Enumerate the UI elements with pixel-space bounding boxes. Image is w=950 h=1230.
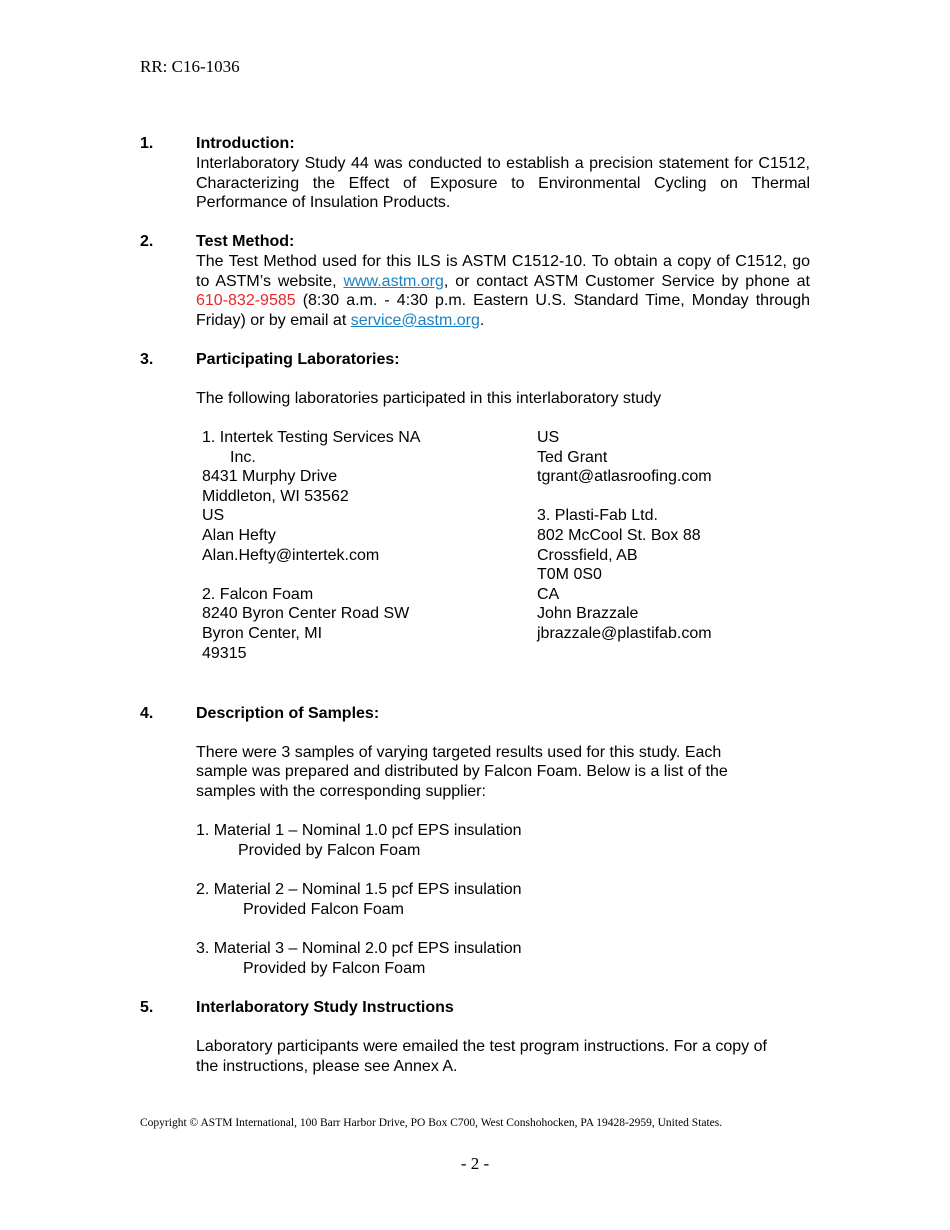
section-4-intro-line-2: sample was prepared and distributed by Falcon Foam. Below is a list of the [196, 763, 728, 780]
lab-2-country: US [537, 429, 560, 446]
section-4-intro-line-1: There were 3 samples of varying targeted results used for this study. Each [196, 744, 722, 761]
lab-3-name: 3. Plasti-Fab Ltd. [537, 507, 658, 524]
section-4-number: 4. [140, 705, 154, 722]
section-3-title: Participating Laboratories: [196, 351, 400, 368]
lab-2-postal: 49315 [202, 645, 247, 662]
lab-1-name-cont: Inc. [230, 449, 256, 466]
section-5-body-line-2: the instructions, please see Annex A. [196, 1058, 458, 1075]
section-1-body: Interlaboratory Study 44 was conducted to establish a precision statement for C1512, Characterizing the Effect of Exposure to Environmental Cycling on Thermal Performance of Insulation Products. [196, 155, 810, 212]
lab-2-contact: Ted Grant [537, 449, 608, 466]
lab-1-country: US [202, 507, 225, 524]
lab-3-contact: John Brazzale [537, 605, 639, 622]
section-3-intro: The following laboratories participated in this interlaboratory study [196, 390, 662, 407]
material-1-label: 1. Material 1 – Nominal 1.0 pcf EPS insulation [196, 822, 522, 839]
astm-website-link[interactable]: www.astm.org [343, 272, 444, 290]
lab-1-contact: Alan Hefty [202, 527, 276, 544]
material-3-provider: Provided by Falcon Foam [243, 960, 426, 977]
section-2-text-a: The Test Method used for this ILS is ASTM C1512-10. To obtain a copy of C1512, go to ASTM’s website, [196, 253, 810, 290]
lab-1-address: 8431 Murphy Drive [202, 468, 338, 485]
lab-3-email: jbrazzale@plastifab.com [537, 625, 712, 642]
copyright-notice: Copyright © ASTM International, 100 Barr Harbor Drive, PO Box C700, West Conshohocken, PA 19428-2959, United States. [140, 1117, 723, 1129]
material-3-label: 3. Material 3 – Nominal 2.0 pcf EPS insulation [196, 940, 522, 957]
section-2-text-c: (8:30 a.m. - 4:30 p.m. Eastern U.S. Standard Time, Monday through Friday) or by email at [196, 292, 810, 329]
lab-3-address: 802 McCool St. Box 88 [537, 527, 701, 544]
lab-3-country: CA [537, 586, 560, 603]
section-4-intro-line-3: samples with the corresponding supplier: [196, 783, 486, 800]
section-5-body-line-1: Laboratory participants were emailed the test program instructions. For a copy of [196, 1038, 767, 1055]
section-2-title: Test Method: [196, 233, 295, 250]
page-number: - 2 - [460, 1154, 490, 1173]
section-1-number: 1. [140, 135, 154, 152]
material-2-provider: Provided Falcon Foam [243, 901, 404, 918]
section-2-body [196, 252, 810, 330]
lab-1-city: Middleton, WI 53562 [202, 488, 349, 505]
phone-number: 610-832-9585 [196, 292, 296, 310]
lab-1-email: Alan.Hefty@intertek.com [202, 547, 380, 564]
lab-2-name: 2. Falcon Foam [202, 586, 314, 603]
service-email-link[interactable]: service@astm.org [350, 311, 480, 329]
lab-2-email: tgrant@atlasroofing.com [537, 468, 712, 485]
lab-2-city: Byron Center, MI [202, 625, 323, 642]
material-2-label: 2. Material 2 – Nominal 1.5 pcf EPS insulation [196, 881, 522, 898]
section-3-number: 3. [140, 351, 154, 368]
section-5-number: 5. [140, 999, 154, 1016]
section-4-title: Description of Samples: [196, 705, 380, 722]
section-2-text-b: , or contact ASTM Customer Service by phone at [443, 272, 810, 290]
lab-3-city: Crossfield, AB [537, 547, 638, 564]
report-id: RR: C16-1036 [140, 57, 240, 76]
section-2-number: 2. [140, 233, 154, 250]
lab-1-name: 1. Intertek Testing Services NA [202, 429, 421, 446]
lab-2-address: 8240 Byron Center Road SW [202, 605, 410, 622]
lab-3-postal: T0M 0S0 [537, 566, 602, 583]
material-1-provider: Provided by Falcon Foam [238, 842, 421, 859]
section-1-title: Introduction: [196, 135, 295, 152]
section-2-end: . [479, 311, 485, 329]
section-5-title: Interlaboratory Study Instructions [196, 999, 454, 1016]
